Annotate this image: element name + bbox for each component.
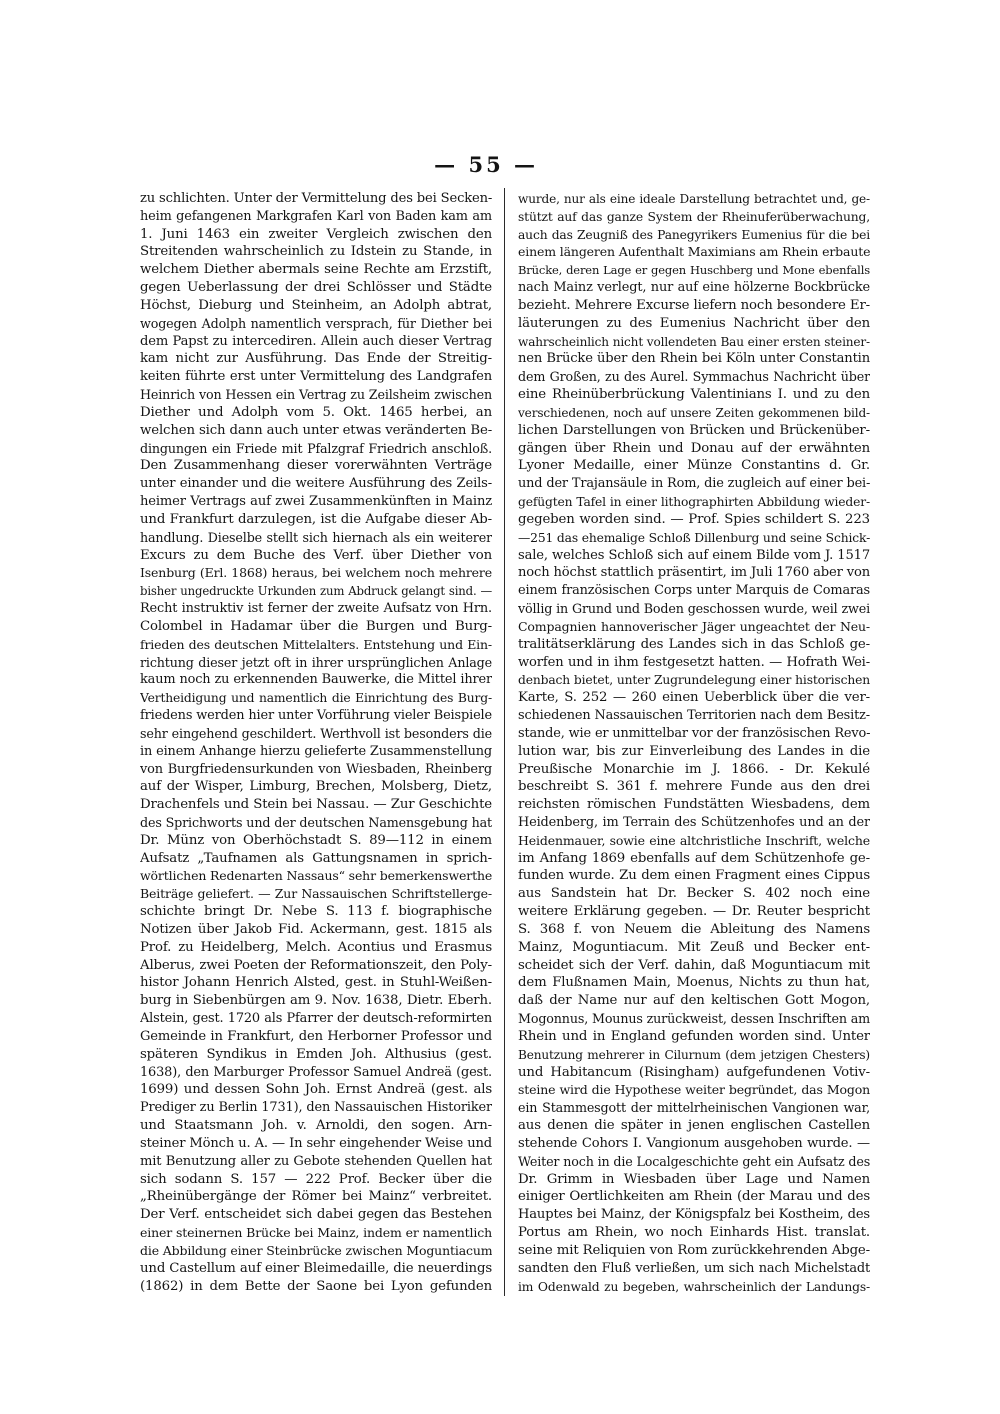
text-line: Den Zusammenhang dieser vorerwähnten Verträge: [140, 458, 492, 474]
text-line: burg in Siebenbürgen am 9. Nov. 1638, Dietr. Eberh.: [140, 993, 492, 1009]
text-line: schiedenen Nassauischen Territorien nach dem Besitz-: [518, 708, 870, 724]
text-line: Aufsatz „Taufnamen als Gattungsnamen in sprich-: [140, 850, 492, 866]
text-line: dem Großen, zu des Aurel. Symmachus Nachricht über: [518, 369, 870, 385]
text-line: welchen sich dann auch unter etwas veränderten Be-: [140, 422, 492, 438]
text-line: steiner Mönch u. A. — In sehr eingehender Weise und: [140, 1135, 492, 1151]
text-line: unter einander und die weitere Ausführung des Zeils-: [140, 476, 492, 492]
text-line: dem Papst zu intercediren. Allein auch dieser Vertrag: [140, 333, 492, 349]
text-line: bezieht. Mehrere Excurse liefern noch besondere Er-: [518, 297, 870, 313]
text-line: Beiträge geliefert. — Zur Nassauischen Schriftstellerge-: [140, 886, 492, 902]
text-line: Gemeinde in Frankfurt, den Herborner Professor und: [140, 1028, 492, 1044]
text-line: schichte bringt Dr. Nebe S. 113 f. biographische: [140, 904, 492, 920]
text-line: aus Sandstein hat Dr. Becker S. 402 noch eine: [518, 886, 870, 902]
text-line: heimer Vertrags auf zwei Zusammenkünften in Mainz: [140, 494, 492, 510]
text-line: 1. Juni 1463 ein zweiter Vergleich zwischen den: [140, 226, 492, 242]
text-line: histor Johann Henrich Alsted, gest. in Stuhl-Weißen-: [140, 975, 492, 991]
text-line: in einem Anhange hierzu gelieferte Zusammenstellung: [140, 743, 492, 759]
right-column: [518, 189, 870, 1294]
text-line: Heidenmauer, sowie eine altchristliche Inschrift, welche: [518, 832, 870, 848]
text-line: 1699) und dessen Sohn Joh. Ernst Andreä (gest. als: [140, 1082, 492, 1098]
text-line: welchem Diether abermals seine Rechte am Erzstift,: [140, 262, 492, 278]
text-line: die Abbildung einer Steinbrücke zwischen Moguntiacum: [140, 1242, 492, 1258]
page-number: — 55 —: [434, 152, 538, 177]
text-line: handlung. Dieselbe stellt sich hiernach als ein weiterer: [140, 529, 492, 545]
text-line: Streitenden wahrscheinlich zu Idstein zu Stande, in: [140, 244, 492, 260]
text-line: denbach bietet, unter Zugrundelegung einer historischen: [518, 673, 870, 688]
text-line: sale, welches Schloß sich auf einem Bilde vom J. 1517: [518, 547, 870, 563]
text-line: auch das Zeugniß des Panegyrikers Eumenius für die bei: [518, 227, 870, 242]
text-line: stützt auf das ganze System der Rheinuferüberwachung,: [518, 209, 870, 224]
text-line: läuterungen zu des Eumenius Nachricht über den: [518, 315, 870, 331]
text-line: Lyoner Medaille, einer Münze Constantins d. Gr.: [518, 458, 870, 474]
text-line: stehende Cohors I. Vangionum ausgehoben wurde. —: [518, 1135, 870, 1151]
text-line: Diether und Adolph vom 5. Okt. 1465 herbei, an: [140, 404, 492, 420]
text-line: friedens werden hier unter Vorführung vieler Beispiele: [140, 708, 492, 724]
text-line: funden wurde. Zu dem einen Fragment eines Cippus: [518, 868, 870, 884]
text-line: steine wird die Hypothese weiter begründet, das Mogon: [518, 1082, 870, 1098]
text-line: gängen über Rhein und Donau auf der erwähnten: [518, 440, 870, 456]
text-line: gegen Ueberlassung der drei Schlösser und Städte: [140, 280, 492, 296]
text-line: im Anfang 1869 ebenfalls auf dem Schützenhofe ge-: [518, 850, 870, 866]
text-line: und Habitancum (Risingham) aufgefundenen Votiv-: [518, 1064, 870, 1080]
text-line: und Castellum auf einer Bleimedaille, die neuerdings: [140, 1260, 492, 1276]
text-line: Weiter noch in die Localgeschichte geht ein Aufsatz des: [518, 1153, 870, 1169]
text-line: Karte, S. 252 — 260 einen Ueberblick über die ver-: [518, 690, 870, 706]
text-line: des Sprichworts und der deutschen Namensgebung hat: [140, 814, 492, 830]
text-line: weitere Erklärung gegeben. — Dr. Reuter bespricht: [518, 904, 870, 920]
text-line: dem Flußnamen Main, Moenus, Nichts zu thun hat,: [518, 975, 870, 991]
text-line: nach Mainz verlegt, nur auf eine hölzerne Bockbrücke: [518, 280, 870, 296]
text-line: ein Stammesgott der mittelrheinischen Vangionen war,: [518, 1100, 870, 1116]
text-line: Dr. Grimm in Wiesbaden über Lage und Namen: [518, 1171, 870, 1187]
text-line: kaum noch zu erkennenden Bauwerke, die Mittel ihrer: [140, 672, 492, 688]
text-line: bisher ungedruckte Urkunden zum Abdruck gelangt sind. —: [140, 584, 492, 599]
text-line: lichen Darstellungen von Brücken und Brückenüber-: [518, 422, 870, 438]
text-line: und der Trajansäule in Rom, die zugleich auf einer bei-: [518, 476, 870, 492]
text-line: stande, wie er unmittelbar vor der französischen Revo-: [518, 725, 870, 741]
text-line: gefügten Tafel in einer lithographirten Abbildung wieder-: [518, 495, 870, 510]
text-line: tralitätserklärung des Landes sich in das Schloß ge-: [518, 636, 870, 652]
text-line: auf der Wisper, Limburg, Brechen, Molsberg, Dietz,: [140, 779, 492, 795]
text-line: Brücke, deren Lage er gegen Huschberg und Mone ebenfalls: [518, 263, 870, 278]
text-line: heim gefangenen Markgrafen Karl von Baden kam am: [140, 208, 492, 224]
text-line: 1638), den Marburger Professor Samuel Andreä (gest.: [140, 1064, 492, 1080]
text-line: S. 368 f. von Neuem die Ableitung des Namens: [518, 921, 870, 937]
text-line: Heinrich von Hessen ein Vertrag zu Zeilsheim zwischen: [140, 387, 492, 403]
text-line: Vertheidigung und namentlich die Einrichtung des Burg-: [140, 691, 492, 706]
text-line: scheidet sich der Verf. dahin, daß Moguntiacum mit: [518, 957, 870, 973]
text-line: und Staatsmann Joh. v. Arnoldi, den sogen. Arn-: [140, 1118, 492, 1134]
text-line: einem französischen Corps unter Marquis de Comaras: [518, 583, 870, 599]
text-line: von Burgfriedensurkunden von Wiesbaden, Rheinberg: [140, 761, 492, 777]
text-line: sehr eingehend geschildert. Werthvoll ist besonders die: [140, 725, 492, 741]
text-line: Colombel in Hadamar über die Burgen und Burg-: [140, 618, 492, 634]
text-line: reichsten römischen Fundstätten Wiesbadens, dem: [518, 797, 870, 813]
text-line: Rhein und in England gefunden worden sind. Unter: [518, 1028, 870, 1044]
text-line: Mogonnus, Mounus zurückweist, dessen Inschriften am: [518, 1011, 870, 1027]
text-line: einer steinernen Brücke bei Mainz, indem er namentlich: [140, 1225, 492, 1241]
text-line: einem längeren Aufenthalt Maximians am Rhein erbaute: [518, 244, 870, 260]
text-line: sandten den Fluß verließen, um sich nach Michelstadt: [518, 1260, 870, 1276]
text-line: sich sodann S. 157 — 222 Prof. Becker über die: [140, 1171, 492, 1187]
text-line: Excurs zu dem Buche des Verf. über Diether von: [140, 547, 492, 563]
text-line: wogegen Adolph namentlich versprach, für Diether bei: [140, 315, 492, 331]
text-line: Benutzung mehrerer in Cilurnum (dem jetzigen Chesters): [518, 1047, 870, 1062]
text-line: beschreibt S. 361 f. mehrere Funde aus den drei: [518, 779, 870, 795]
text-line: wahrscheinlich nicht vollendeten Bau einer ersten steiner-: [518, 334, 870, 349]
text-line: Hauptes bei Mainz, der Königspfalz bei Kostheim, des: [518, 1207, 870, 1223]
text-line: kam nicht zur Ausführung. Das Ende der Streitig-: [140, 351, 492, 367]
text-line: richtung dieser jetzt oft in ihrer ursprünglichen Anlage: [140, 654, 492, 670]
text-line: Notizen über Jakob Fid. Ackermann, gest. 1815 als: [140, 921, 492, 937]
text-line: daß der Name nur auf den keltischen Gott Mogon,: [518, 993, 870, 1009]
text-line: Compagnien hannoverischer Jäger ungeachtet der Neu-: [518, 618, 870, 634]
text-line: wörtlichen Redenarten Nassaus“ sehr bemerkenswerthe: [140, 868, 492, 884]
text-line: Dr. Münz von Oberhöchstadt S. 89—112 in einem: [140, 832, 492, 848]
text-line: zu schlichten. Unter der Vermittelung des bei Secken-: [140, 191, 492, 206]
text-line: Portus am Rhein, wo noch Einhards Hist. translat.: [518, 1225, 870, 1241]
text-line: „Rheinübergänge der Römer bei Mainz“ verbreitet.: [140, 1189, 492, 1205]
text-line: aus denen die später in jenen englischen Castellen: [518, 1118, 870, 1134]
text-line: mit Benutzung aller zu Gebote stehenden Quellen hat: [140, 1153, 492, 1169]
text-line: völlig in Grund und Boden geschossen wurde, weil zwei: [518, 601, 870, 617]
text-line: Alstein, gest. 1720 als Pfarrer der deutsch-reformirten: [140, 1011, 492, 1027]
text-line: Heidenberg, im Terrain des Schützenhofes und an der: [518, 814, 870, 830]
text-line: worfen und in ihm festgesetzt hatten. — Hofrath Wei-: [518, 654, 870, 670]
text-line: Drachenfels und Stein bei Nassau. — Zur Geschichte: [140, 797, 492, 813]
text-line: frieden des deutschen Mittelalters. Entstehung und Ein-: [140, 636, 492, 652]
text-line: verschiedenen, noch auf unsere Zeiten gekommenen bild-: [518, 405, 870, 420]
text-line: Isenburg (Erl. 1868) heraus, bei welchem noch mehrere: [140, 565, 492, 581]
text-line: Prediger zu Berlin 1731), den Nassauischen Historiker: [140, 1100, 492, 1116]
text-line: Höchst, Dieburg und Steinheim, an Adolph abtrat,: [140, 297, 492, 313]
text-line: einiger Oertlichkeiten am Rhein (der Marau und des: [518, 1189, 870, 1205]
text-line: noch höchst stattlich präsentirt, im Juli 1760 aber von: [518, 565, 870, 581]
text-line: im Odenwald zu begeben, wahrscheinlich der Landungs-: [518, 1279, 870, 1294]
text-line: lution war, bis zur Einverleibung des Landes in die: [518, 743, 870, 759]
text-line: und Frankfurt darzulegen, ist die Aufgabe dieser Ab-: [140, 511, 492, 527]
text-line: keiten führte erst unter Vermittelung des Landgrafen: [140, 369, 492, 385]
text-line: wurde, nur als eine ideale Darstellung betrachtet und, ge-: [518, 192, 870, 206]
left-column: [140, 189, 492, 1294]
text-line: eine Rheinüberbrückung Valentinians I. und zu den: [518, 387, 870, 403]
text-line: seine mit Reliquien von Rom zurückkehrenden Abge-: [518, 1242, 870, 1258]
text-line: Der Verf. entscheidet sich dabei gegen das Bestehen: [140, 1207, 492, 1223]
text-line: (1862) in dem Bette der Saone bei Lyon gefunden: [140, 1278, 492, 1294]
text-line: —251 das ehemalige Schloß Dillenburg und seine Schick-: [518, 530, 870, 545]
text-line: nen Brücke über den Rhein bei Köln unter Constantin: [518, 351, 870, 367]
text-line: dingungen ein Friede mit Pfalzgraf Friedrich anschloß.: [140, 440, 492, 456]
text-line: Alberus, zwei Poeten der Reformationszeit, den Poly-: [140, 957, 492, 973]
text-line: späteren Syndikus in Emden Joh. Althusius (gest.: [140, 1046, 492, 1062]
text-line: Recht instruktiv ist ferner der zweite Aufsatz von Hrn.: [140, 601, 492, 617]
text-columns: [140, 189, 870, 1294]
text-line: Preußische Monarchie im J. 1866. - Dr. Kekulé: [518, 761, 870, 777]
text-line: gegeben worden sind. — Prof. Spies schildert S. 223: [518, 511, 870, 527]
text-line: Prof. zu Heidelberg, Melch. Acontius und Erasmus: [140, 939, 492, 955]
text-line: Mainz, Moguntiacum. Mit Zeuß und Becker ent-: [518, 939, 870, 955]
